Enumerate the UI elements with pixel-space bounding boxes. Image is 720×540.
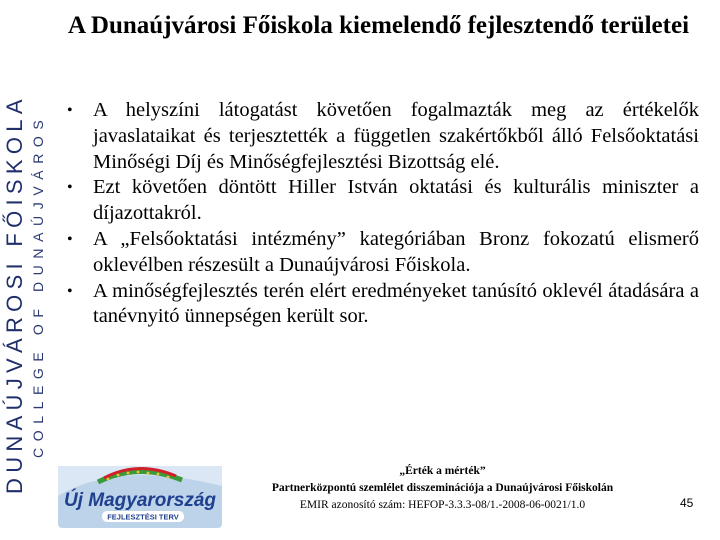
footer-project-id: EMIR azonosító szám: HEFOP-3.3.3-08/1.-2008-06-0021/1.0 [299, 499, 586, 511]
bullet-text: A minőségfejlesztés terén elért eredményeket tanúsító oklevél átadására a tanévnyitó ünnepségen került sor. [93, 279, 699, 328]
footer-project-title: Partnerközpontú szemlélet disszeminációja a Dunaújvárosi Főiskolán [271, 482, 614, 494]
list-item [67, 227, 699, 279]
bullet-list [67, 98, 699, 330]
bullet-icon: • [67, 179, 73, 197]
logo-subtitle-text: FEJLESZTÉSI TERV [107, 512, 179, 522]
logo-title-text: Új Magyarország [63, 490, 217, 511]
list-item [67, 279, 699, 331]
uj-magyarorszag-logo [58, 466, 222, 528]
slide-title: A Dunaújvárosi Főiskola kiemelendő fejlesztendő területei [68, 12, 690, 39]
page-number: 45 [680, 496, 694, 510]
list-item [67, 98, 699, 175]
sidebar-college-name-english: COLLEGE OF DUNAÚJVÁROS [30, 113, 46, 458]
bullet-text: A „Felsőoktatási intézmény” kategóriában Bronz fokozatú elismerő oklevélben részesült a Dunaújvárosi Főiskola. [93, 227, 699, 276]
bullet-text: A helyszíni látogatást követően fogalmazták meg az értékelők javaslataikat és terjesztették a független szakértőkből álló Felsőoktatási Minőségi Díj és Minőségfejlesztési Bizottság elé. [93, 99, 699, 173]
footer-motto: „Érték a mérték” [399, 465, 486, 477]
footer [225, 463, 660, 514]
bullet-icon: • [67, 102, 73, 119]
bullet-icon: • [67, 282, 73, 300]
list-item [67, 175, 699, 227]
bullet-text: Ezt követően döntött Hiller István oktatási és kulturális miniszter a díjazottakról. [93, 176, 699, 225]
sidebar-college-name: DUNAÚJVÁROSI FŐISKOLA [2, 94, 27, 494]
bullet-icon: • [67, 230, 73, 248]
